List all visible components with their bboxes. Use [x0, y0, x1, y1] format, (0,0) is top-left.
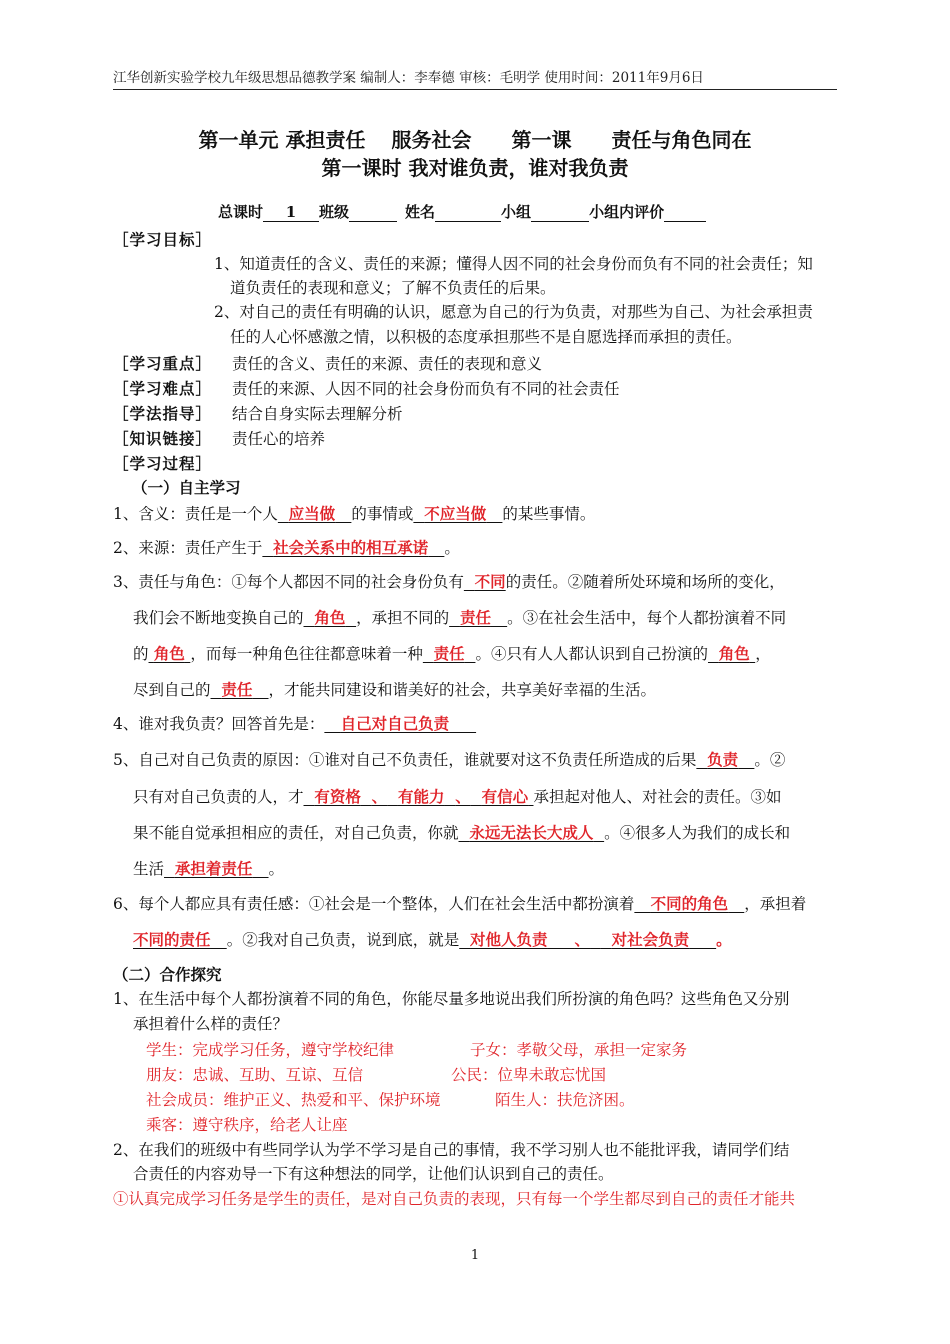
role-right-3: 陌生人：扶危济困。 [495, 1091, 635, 1109]
evaluation-blank[interactable] [664, 203, 706, 222]
objective-2-line-2: 任的人心怀感激之情，以积极的态度承担那些不是自愿选择而承担的责任。 [230, 328, 742, 346]
key-points-row [113, 352, 542, 374]
q5-answer-1: 负责 [707, 750, 739, 769]
q5-answer-6: 承担着责任 [174, 859, 253, 878]
q4-text: 4、谁对我负责？回答首先是： [113, 715, 325, 733]
q3-l3-b: ，而每一种角色往往都意味着一种 [190, 645, 423, 663]
q3-answer-3: 责任 [459, 608, 491, 627]
role-left-2: 朋友：忠诚、互助、互谅、互信 [146, 1066, 364, 1084]
q2-text-a: 2、来源：责任产生于 [113, 539, 263, 557]
q1-text-c: 的某些事情。 [502, 505, 596, 523]
q3-answer-4: 角色 [153, 644, 185, 663]
q3-l2-a: 我们会不断地变换自己的 [133, 609, 304, 627]
q3-l1-b: 的责任。②随着所处环境和场所的变化， [505, 573, 785, 591]
knowledge-link-text: 责任心的培养 [232, 430, 326, 448]
q6-l1-b: ，承担着 [744, 895, 807, 913]
q1-answer-2: 不应当做 [424, 504, 487, 523]
q5-l1-b: 。② [754, 751, 786, 769]
role-right-1: 子女：孝敬父母，承担一定家务 [470, 1041, 688, 1059]
q6-l2-a: 。②我对自己负责，说到底，就是 [226, 931, 460, 949]
question-5-line-2 [133, 785, 782, 807]
question-6-line-1 [113, 892, 806, 914]
q3-l3-c: 。④只有人人都认识到自己扮演的 [475, 645, 708, 663]
self-study-heading: （一）自主学习 [132, 478, 241, 497]
q3-l2-b: ，承担不同的 [356, 609, 450, 627]
lesson-number: 第一课 [511, 128, 572, 152]
student-info-line [218, 201, 706, 222]
q2-text-c: 。 [444, 539, 460, 557]
q5-answer-5: 永远无法长大成人 [469, 823, 594, 842]
running-header: 江华创新实验学校九年级思想品德教学案 编制人：李奉德 审核：毛明学 使用时间：2011年9月6日 [113, 66, 837, 90]
method-row [113, 402, 403, 424]
difficulty-label: ［学习难点］ [113, 379, 213, 398]
objective-1-line-1: 1、知道责任的含义、责任的来源；懂得人因不同的社会身份而负有不同的社会责任；知 [214, 255, 813, 273]
knowledge-link-row [113, 427, 325, 449]
q1-text-b: 的事情或 [351, 505, 414, 523]
question-6-line-2 [133, 928, 732, 950]
unit-name-2: 服务社会 [391, 128, 472, 152]
q5-answer-2: 有资格 、 [314, 787, 388, 806]
process-label: ［学习过程］ [113, 454, 213, 473]
objectives-label: ［学习目标］ [113, 230, 213, 249]
question-3-line-2 [133, 606, 786, 628]
page-number: 1 [470, 1248, 480, 1263]
coop-q2-line-1: 2、在我们的班级中有些同学认为学不学习是自己的事情，我不学习别人也不能批评我，请同学们结 [113, 1141, 790, 1159]
question-3-line-4 [133, 678, 656, 700]
q3-answer-7: 责任 [221, 680, 253, 699]
q6-answer-1: 不同的角色 [650, 894, 729, 913]
question-1 [113, 502, 595, 524]
question-5-line-3 [133, 821, 790, 843]
coop-q1-line-1: 1、在生活中每个人都扮演着不同的角色，你能尽量多地说出我们所扮演的角色吗？这些角色又分别 [113, 990, 790, 1008]
q6-answer-3: 对他人负责 、 [470, 930, 591, 949]
coop-a2-line-1: ①认真完成学习任务是学生的责任，是对自己负责的表现，只有每一个学生都尽到自己的责任才能共 [113, 1190, 796, 1208]
q5-l2-a: 只有对自己负责的人，才 [133, 788, 304, 806]
name-label: 姓名 [405, 203, 436, 221]
difficulty-row [113, 377, 620, 399]
difficulty-text: 责任的来源、人因不同的社会身份而负有不同的社会责任 [232, 380, 620, 398]
method-label: ［学法指导］ [113, 404, 213, 423]
objective-1-line-2: 道负责任的表现和意义；了解不负责任的后果。 [230, 279, 556, 297]
role-left-1: 学生：完成学习任务，遵守学校纪律 [146, 1041, 395, 1059]
key-points-label: ［学习重点］ [113, 354, 213, 373]
method-text: 结合自身实际去理解分析 [232, 405, 403, 423]
knowledge-link-label: ［知识链接］ [113, 429, 213, 448]
question-5-line-1 [113, 748, 785, 770]
period-title: 第一课时 我对谁负责，谁对我负责 [321, 156, 629, 180]
q3-answer-6: 角色 [718, 644, 750, 663]
coop-q1-line-2: 承担着什么样的责任？ [133, 1015, 289, 1033]
group-label: 小组 [501, 203, 532, 221]
q3-l3-d: ， [755, 645, 771, 663]
role-left-3: 社会成员：维护正义、热爱和平、保护环境 [146, 1091, 441, 1109]
q3-l1-a: 3、责任与角色：①每个人都因不同的社会身份负有 [113, 573, 464, 591]
class-label: 班级 [319, 203, 350, 221]
q5-l2-b: 承担起对他人、对社会的责任。③如 [533, 788, 782, 806]
q5-l1-a: 5、自己对自己负责的原因：①谁对自己不负责任，谁就要对这不负责任所造成的后果 [113, 751, 697, 769]
question-4 [113, 712, 476, 734]
coop-q2-line-2: 合责任的内容劝导一下有这种想法的同学，让他们认识到自己的责任。 [133, 1165, 614, 1183]
name-blank[interactable] [435, 203, 501, 222]
q3-answer-2: 角色 [314, 608, 346, 627]
q3-answer-1: 不同 [474, 572, 506, 591]
q3-l4-b: ，才能共同建设和谐美好的社会，共享美好幸福的生活。 [268, 681, 657, 699]
q5-l3-a: 果不能自觉承担相应的责任，对自己负责，你就 [133, 824, 459, 842]
evaluation-label: 小组内评价 [589, 203, 665, 221]
q5-answer-4: 有信心 [481, 787, 529, 806]
q6-answer-2: 不同的责任 [133, 930, 211, 949]
lesson-title: 责任与角色同在 [611, 128, 752, 152]
q5-l3-b: 。④很多人为我们的成长和 [604, 824, 791, 842]
group-blank[interactable] [531, 203, 589, 222]
q5-l4-a: 生活 [133, 860, 165, 878]
question-3-line-3 [133, 642, 771, 664]
question-2 [113, 536, 460, 558]
q3-l4-a: 尽到自己的 [133, 681, 211, 699]
coop-heading: （二）合作探究 [113, 965, 222, 984]
total-periods-label: 总课时 [218, 203, 264, 221]
q3-answer-5: 责任 [433, 644, 465, 663]
key-points-text: 责任的含义、责任的来源、责任的表现和意义 [232, 355, 543, 373]
role-left-4: 乘客：遵守秩序，给老人让座 [146, 1116, 348, 1134]
q5-answer-3: 有能力 、 [397, 787, 471, 806]
question-5-line-4 [133, 857, 284, 879]
unit-name: 第一单元 承担责任 [198, 128, 366, 152]
q5-l4-b: 。 [268, 860, 285, 878]
q1-answer-1: 应当做 [288, 504, 336, 523]
class-blank[interactable] [349, 203, 397, 222]
question-3-line-1 [113, 570, 785, 592]
q4-answer: 自己对自己负责 [340, 714, 450, 733]
total-periods-value[interactable]: 1 [263, 203, 319, 222]
q6-l1-a: 6、每个人都应具有责任感：①社会是一个整体，人们在社会生活中都扮演着 [113, 895, 635, 913]
unit-title [113, 124, 837, 153]
q6-answer-4: 对社会负责 [611, 930, 690, 949]
q6-end: 。 [716, 930, 732, 949]
role-right-2: 公民：位卑未敢忘忧国 [451, 1066, 607, 1084]
q3-l3-a: 的 [133, 645, 149, 663]
q1-text-a: 1、含义：责任是一个人 [113, 505, 278, 523]
q3-l2-c: 。③在社会生活中，每个人都扮演着不同 [507, 609, 787, 627]
objective-2-line-1: 2、对自己的责任有明确的认识，愿意为自己的行为负责，对那些为自己、为社会承担责 [214, 303, 813, 321]
q2-answer: 社会关系中的相互承诺 [273, 538, 429, 557]
